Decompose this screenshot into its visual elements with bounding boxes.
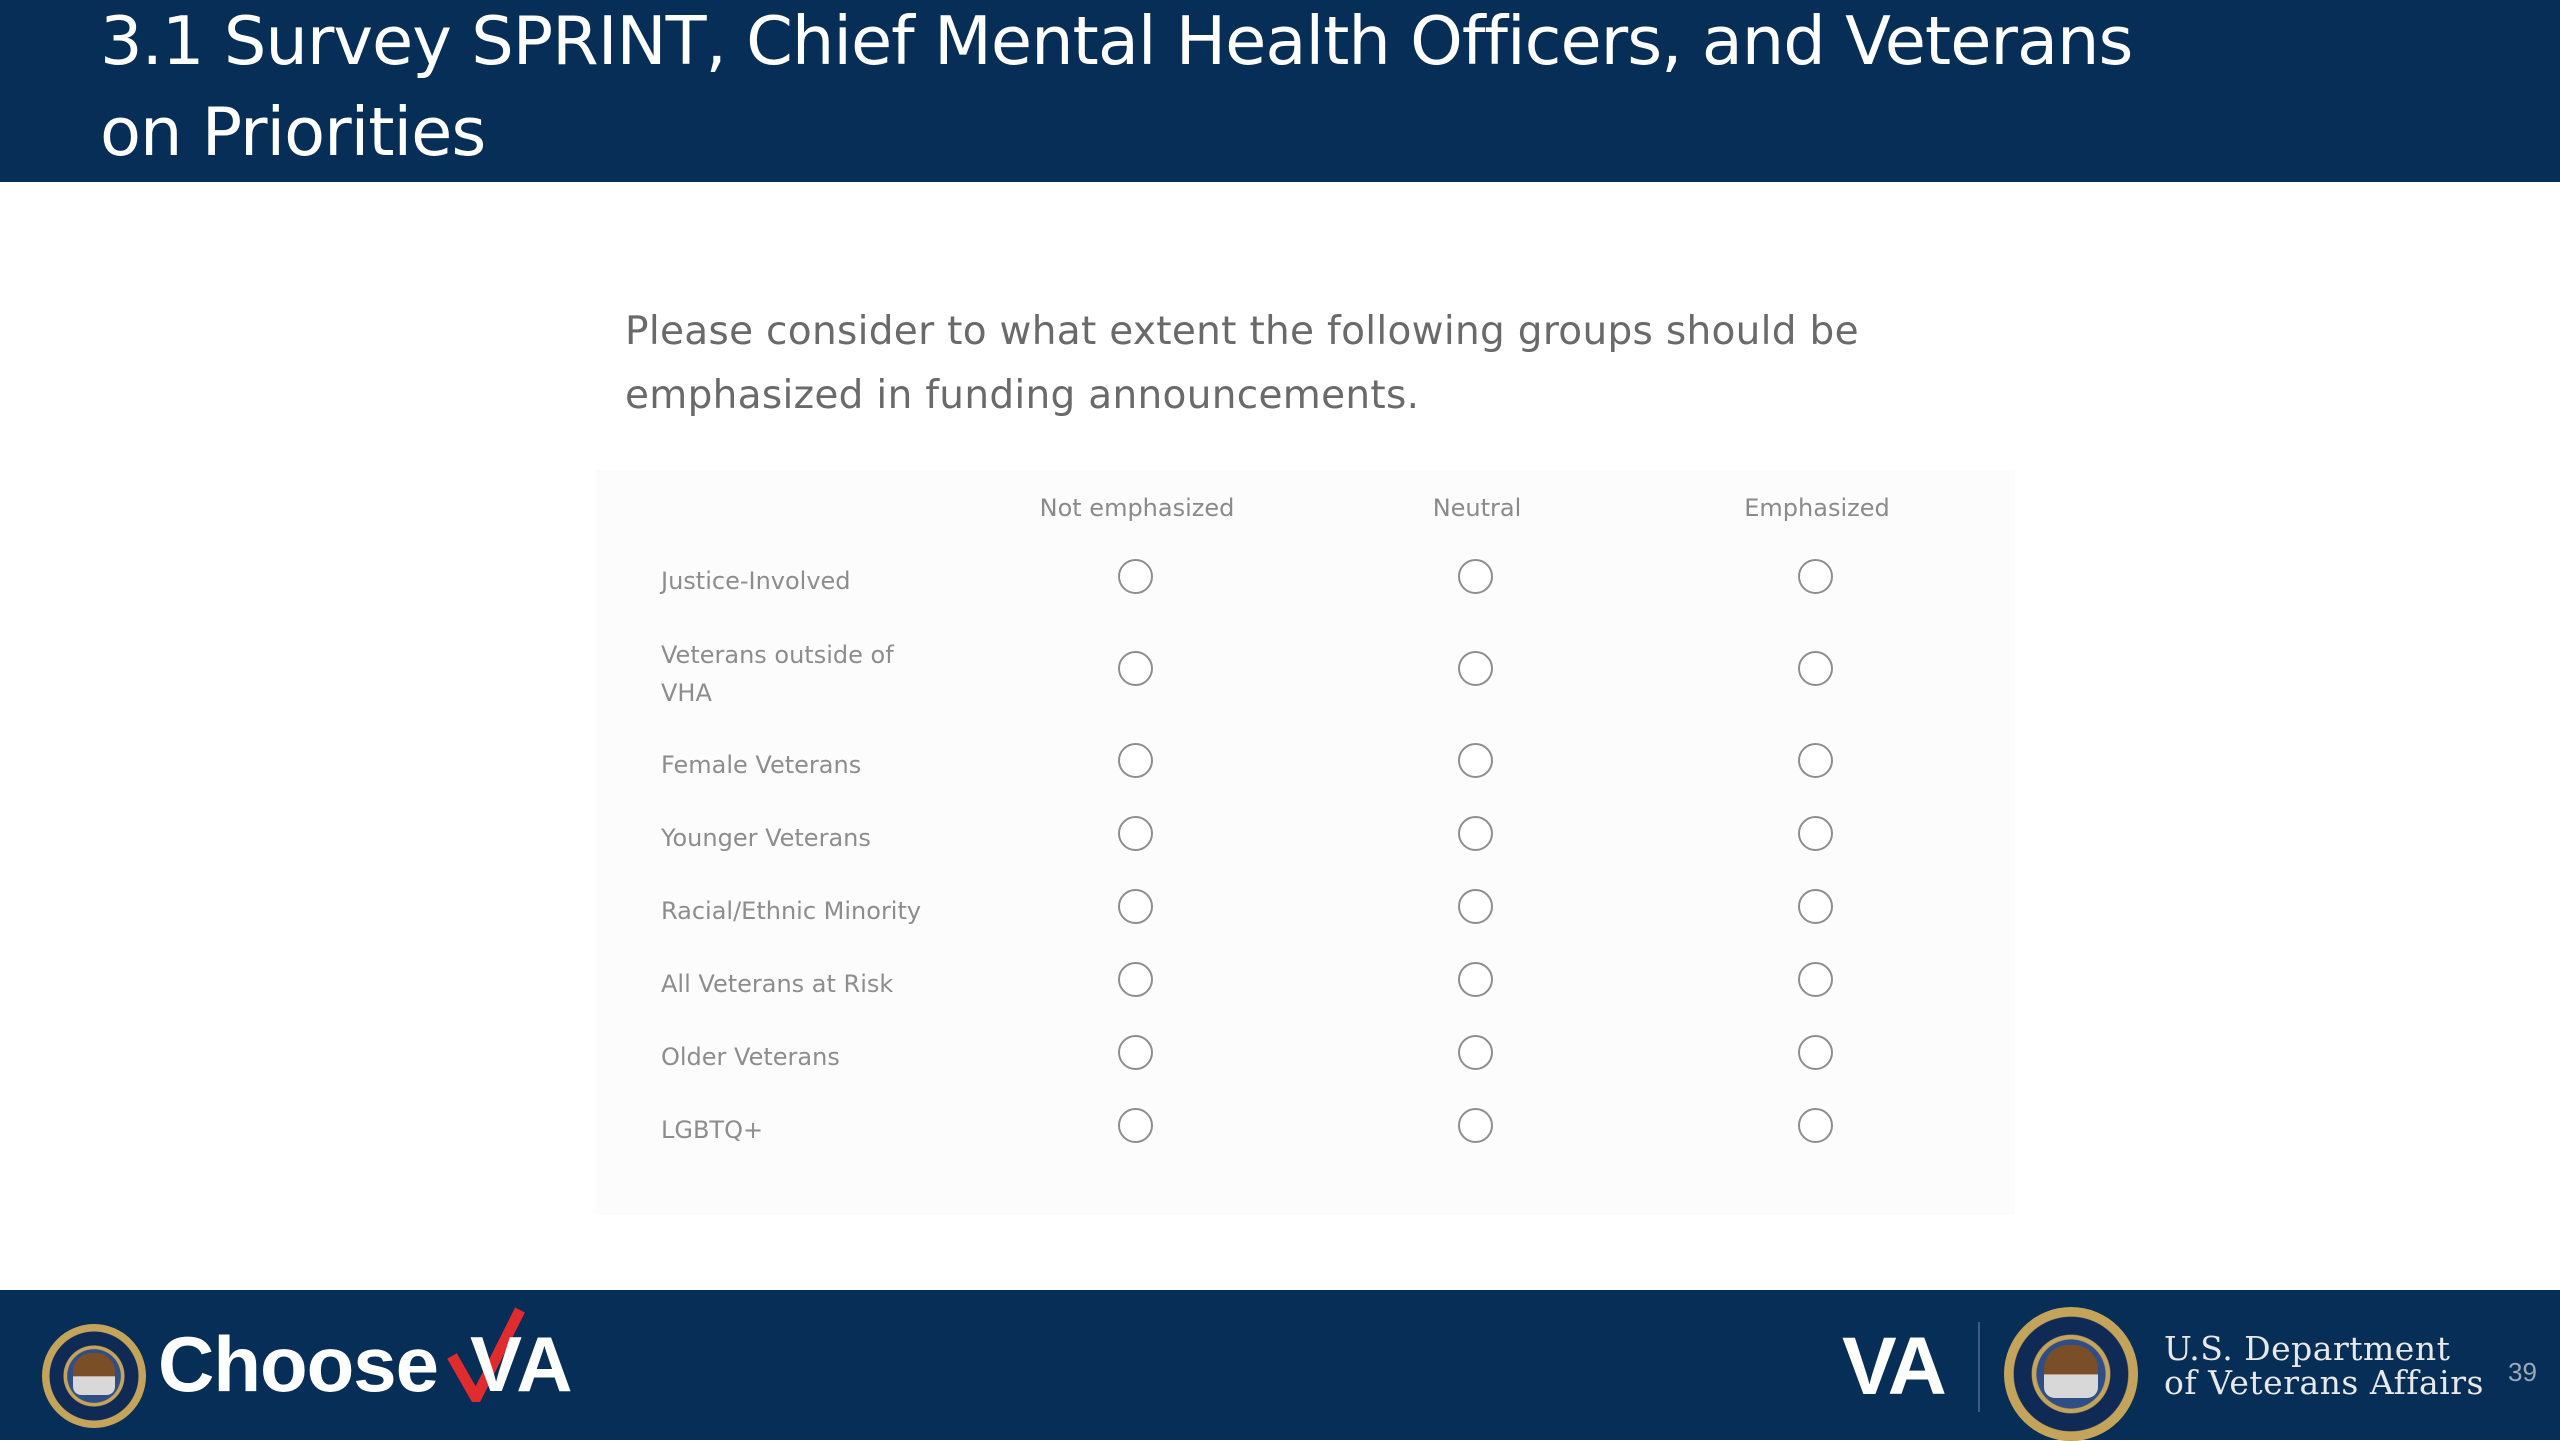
department-seal-icon: [2004, 1307, 2138, 1441]
radio-racial-ethnic-minority-not-emphasized[interactable]: [1118, 889, 1153, 924]
footer-divider: [1978, 1322, 1980, 1412]
survey-question: [625, 300, 2025, 428]
row-label-female-veterans: Female Veterans: [661, 751, 862, 779]
radio-older-veterans-neutral[interactable]: [1458, 1035, 1493, 1070]
eagle-icon: [73, 1353, 115, 1395]
row-label-veterans-outside-vha-line-2: VHA: [661, 679, 712, 707]
radio-older-veterans-not-emphasized[interactable]: [1118, 1035, 1153, 1070]
radio-younger-veterans-neutral[interactable]: [1458, 816, 1493, 851]
radio-younger-veterans-emphasized[interactable]: [1798, 816, 1833, 851]
column-header-neutral: Neutral: [1432, 494, 1522, 522]
column-header-not-emphasized: Not emphasized: [1039, 494, 1235, 522]
radio-female-veterans-neutral[interactable]: [1458, 743, 1493, 778]
radio-justice-involved-neutral[interactable]: [1458, 559, 1493, 594]
row-label-lgbtq: LGBTQ+: [661, 1116, 764, 1144]
survey-question-line-1: Please consider to what extent the following groups should be: [625, 309, 1859, 354]
row-label-younger-veterans: Younger Veterans: [661, 824, 871, 852]
radio-justice-involved-not-emphasized[interactable]: [1118, 559, 1153, 594]
eagle-icon: [2044, 1345, 2098, 1399]
radio-all-veterans-at-risk-not-emphasized[interactable]: [1118, 962, 1153, 997]
row-label-justice-involved: Justice-Involved: [661, 567, 851, 595]
radio-justice-involved-emphasized[interactable]: [1798, 559, 1833, 594]
choose-va-logo-va: VA: [470, 1320, 573, 1408]
column-header-emphasized: Emphasized: [1744, 494, 1890, 522]
slide-header: [0, 0, 2560, 182]
choose-va-logo-text: Choose: [158, 1320, 439, 1408]
row-label-all-veterans-at-risk: All Veterans at Risk: [661, 970, 894, 998]
slide-title-line-2: on Priorities: [100, 93, 486, 171]
radio-racial-ethnic-minority-neutral[interactable]: [1458, 889, 1493, 924]
row-label-veterans-outside-vha: [661, 636, 961, 712]
va-seal-icon: [42, 1324, 146, 1428]
radio-veterans-outside-vha-emphasized[interactable]: [1798, 651, 1833, 686]
va-logo: VA: [1842, 1321, 1944, 1412]
radio-lgbtq-emphasized[interactable]: [1798, 1108, 1833, 1143]
radio-veterans-outside-vha-neutral[interactable]: [1458, 651, 1493, 686]
slide-title-line-1: 3.1 Survey SPRINT, Chief Mental Health Officers, and Veterans: [100, 2, 2133, 80]
radio-all-veterans-at-risk-emphasized[interactable]: [1798, 962, 1833, 997]
radio-female-veterans-not-emphasized[interactable]: [1118, 743, 1153, 778]
survey-question-line-2: emphasized in funding announcements.: [625, 373, 1420, 418]
slide-title: [100, 0, 2400, 178]
row-label-veterans-outside-vha-line-1: Veterans outside of: [661, 641, 894, 669]
row-label-older-veterans: Older Veterans: [661, 1043, 840, 1071]
radio-racial-ethnic-minority-emphasized[interactable]: [1798, 889, 1833, 924]
department-name-line-1: U.S. Department: [2164, 1329, 2451, 1368]
row-label-racial-ethnic-minority: Racial/Ethnic Minority: [661, 897, 922, 925]
page-number: 39: [2508, 1357, 2537, 1387]
radio-all-veterans-at-risk-neutral[interactable]: [1458, 962, 1493, 997]
department-name-line-2: of Veterans Affairs: [2164, 1363, 2484, 1402]
radio-female-veterans-emphasized[interactable]: [1798, 743, 1833, 778]
radio-older-veterans-emphasized[interactable]: [1798, 1035, 1833, 1070]
radio-lgbtq-neutral[interactable]: [1458, 1108, 1493, 1143]
radio-younger-veterans-not-emphasized[interactable]: [1118, 816, 1153, 851]
radio-veterans-outside-vha-not-emphasized[interactable]: [1118, 651, 1153, 686]
radio-lgbtq-not-emphasized[interactable]: [1118, 1108, 1153, 1143]
